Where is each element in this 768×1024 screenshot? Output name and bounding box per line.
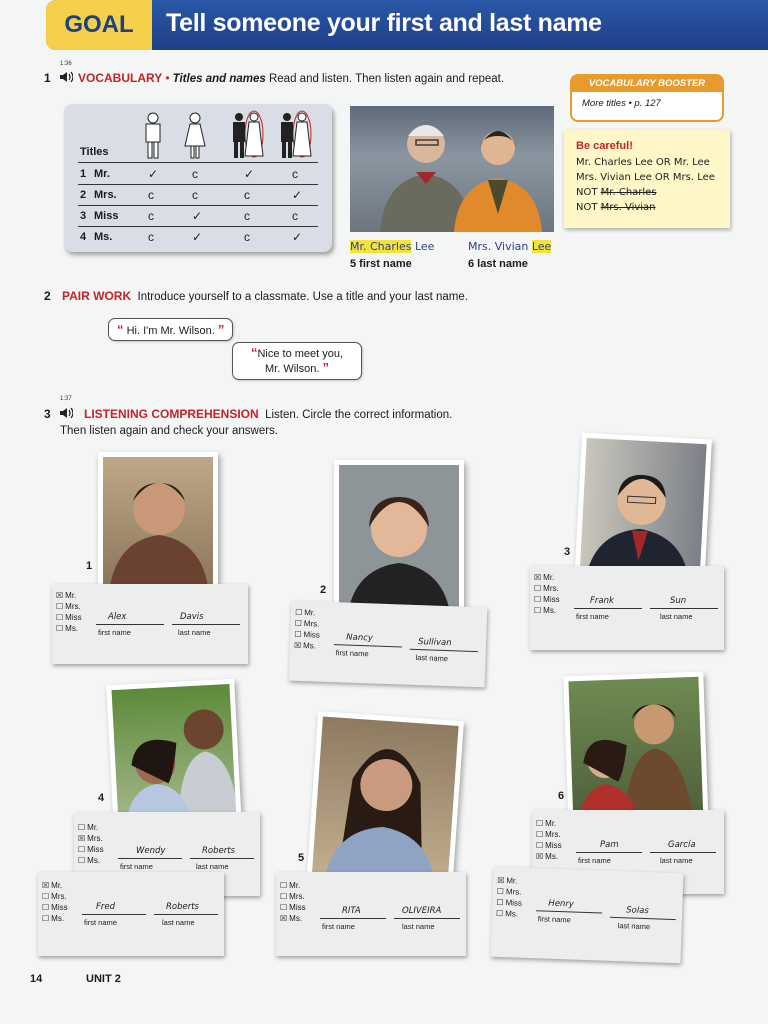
last-name: Lee (414, 240, 435, 253)
first-name-label: first name (84, 918, 117, 927)
first-name-label: first name (120, 862, 153, 871)
caption-last-name: 6 last name (468, 258, 528, 270)
last-name-value: Solas (626, 905, 649, 917)
speech-bubble (232, 342, 362, 380)
titles-table (64, 104, 332, 252)
checkbox-mrs[interactable] (42, 891, 68, 902)
note-not-line (576, 187, 657, 198)
option-label: Miss (289, 903, 306, 912)
checkbox-mrs[interactable] (536, 829, 562, 840)
first-name-value: RITA (342, 906, 361, 916)
option-label: Mrs. (65, 602, 81, 611)
checkbox-mark: ☐ (280, 903, 288, 912)
option-label: Ms. (289, 914, 303, 923)
checkbox-mr[interactable] (78, 822, 104, 833)
checkbox-mr[interactable] (295, 607, 321, 619)
instruction-text: Introduce yourself to a classmate. Use a title and your last name. (137, 291, 468, 303)
name-card (38, 872, 224, 956)
checkbox-mark: ☒ (293, 640, 302, 650)
option-label: Miss (545, 841, 562, 850)
first-name-highlight: Mr. Charles (350, 240, 412, 253)
option-label: Mrs. (303, 619, 320, 629)
option-label: Miss (303, 630, 321, 640)
bubble-text: Hi. I'm Mr. Wilson. (126, 325, 215, 337)
note-not-line (576, 202, 656, 213)
checkbox[interactable]: ᴄ (292, 209, 298, 223)
checkbox-mark: ☐ (536, 841, 544, 850)
option-label: Mr. (289, 881, 301, 890)
checkbox-miss[interactable] (294, 629, 320, 641)
checkbox[interactable]: ᴄ (244, 188, 250, 202)
option-label: Mr. (543, 573, 555, 582)
first-name-value: Nancy (346, 632, 374, 644)
note-line: Mrs. Vivian Lee OR Mrs. Lee (576, 172, 715, 183)
section-number: 1 (44, 71, 51, 85)
couple-photo (350, 106, 554, 232)
last-name-label: last name (660, 612, 693, 621)
option-label: Mrs. (505, 887, 522, 897)
checkbox-mark: ☐ (294, 607, 303, 617)
option-label: Ms. (505, 909, 519, 919)
underline (320, 918, 386, 919)
unit-label: UNIT 2 (86, 973, 121, 985)
not-word: NOT (576, 202, 598, 213)
row-title: Mrs. (94, 189, 117, 201)
checkbox-miss[interactable] (496, 897, 522, 909)
checkbox-mark: ☐ (495, 908, 504, 919)
first-name-value: Pam (600, 840, 619, 850)
table-header: Titles (80, 146, 109, 158)
option-label: Mr. (51, 881, 63, 890)
section-label: LISTENING COMPREHENSION (84, 407, 259, 421)
option-label: Miss (51, 903, 68, 912)
checkbox-mark: ☐ (42, 914, 50, 923)
checkbox[interactable]: ᴄ (148, 230, 154, 244)
checkbox-mrs[interactable] (497, 886, 523, 898)
option-label: Mr. (304, 608, 316, 618)
speech-bubble (108, 318, 233, 341)
item-number: 3 (564, 546, 571, 558)
option-label: Mrs. (51, 892, 67, 901)
struck-text: Mr. Charles (600, 187, 657, 198)
table-row (78, 206, 318, 227)
checkbox-mark: ☐ (280, 881, 288, 890)
option-label: Mr. (65, 591, 77, 600)
item-number: 5 (298, 852, 305, 864)
first-name-value: Wendy (136, 846, 166, 856)
option-label: Miss (505, 898, 523, 908)
checkbox-ms[interactable] (496, 908, 522, 920)
first-name-value: Henry (548, 898, 575, 910)
woman-name-label (468, 240, 551, 253)
option-label: Ms. (87, 856, 101, 865)
last-name-highlight: Lee (531, 240, 552, 253)
track-number: 1:36 (60, 61, 72, 67)
option-label: Mr. (506, 876, 518, 886)
audio-speaker-icon[interactable] (59, 407, 73, 419)
option-label: Ms. (51, 914, 65, 923)
table-row (78, 185, 318, 206)
underline (576, 852, 642, 853)
checkbox-mrs[interactable] (534, 583, 560, 594)
first-name: Mrs. Vivian (468, 240, 529, 253)
item-number: 4 (98, 792, 105, 804)
checkbox-mrs[interactable] (56, 601, 82, 612)
open-quote-icon: “ (250, 345, 258, 360)
divider (78, 162, 318, 163)
last-name-value: Sullivan (417, 637, 452, 649)
open-quote-icon: “ (117, 322, 124, 337)
first-name-label: first name (578, 856, 611, 865)
last-name-label: last name (660, 856, 693, 865)
caption-first-name: 5 first name (350, 258, 412, 270)
underline (190, 858, 254, 859)
checkbox[interactable]: ✓ (244, 167, 255, 181)
checkbox-mr[interactable] (497, 875, 523, 887)
checkbox-miss[interactable] (78, 844, 104, 855)
checkbox-mark: ☐ (294, 629, 302, 639)
first-name-label: first name (335, 648, 369, 659)
checkbox-mr[interactable] (42, 880, 68, 891)
name-card (52, 584, 248, 664)
checkbox-ms[interactable] (536, 851, 562, 862)
checkbox-miss[interactable] (536, 840, 562, 851)
married-couple-icon (230, 110, 264, 160)
booster-heading: VOCABULARY BOOSTER (572, 76, 722, 92)
checkbox[interactable]: ᴄ (244, 230, 250, 244)
section-subtitle: Titles and names (172, 73, 266, 85)
item-number: 2 (320, 584, 327, 596)
checkbox-mark: ☐ (496, 886, 505, 897)
row-number: 2 (80, 189, 87, 201)
underline (154, 914, 218, 915)
option-label: Miss (543, 595, 560, 604)
close-quote-icon: ” (217, 322, 225, 337)
checkbox-mark: ☐ (536, 819, 544, 828)
vocabulary-booster-box[interactable] (570, 74, 724, 122)
row-number: 4 (80, 231, 87, 243)
checkbox-mr[interactable] (534, 572, 560, 583)
underline (394, 918, 460, 919)
instruction-text: Then listen again and check your answers. (60, 425, 278, 437)
item-number: 1 (86, 560, 93, 572)
checkbox[interactable]: ᴄ (244, 209, 250, 223)
checkbox[interactable]: ✓ (192, 209, 203, 223)
checkbox-mark: ☐ (56, 602, 64, 611)
checkbox-mark: ☐ (280, 892, 288, 901)
row-title: Miss (94, 210, 119, 222)
close-quote-icon: ” (322, 360, 329, 375)
section-label: PAIR WORK (62, 289, 132, 303)
last-name-value: García (668, 840, 696, 850)
section-number: 3 (44, 407, 51, 421)
page-title: Tell someone your first and last name (166, 9, 602, 37)
checkbox-mark: ☐ (78, 823, 86, 832)
underline (574, 608, 642, 609)
checkbox-ms[interactable] (78, 855, 104, 866)
checkbox[interactable]: ᴄ (148, 209, 154, 223)
underline (82, 914, 146, 915)
checkbox-mark: ☒ (536, 852, 544, 861)
last-name-value: Roberts (166, 902, 199, 912)
option-label: Ms. (543, 606, 557, 615)
last-name-value: Roberts (202, 846, 235, 856)
row-title: Ms. (94, 231, 113, 243)
first-name-value: Frank (590, 596, 614, 606)
person-photo (98, 452, 218, 598)
checkbox-mark: ☐ (42, 903, 50, 912)
underline (410, 649, 478, 652)
checkbox[interactable]: ᴄ (148, 188, 154, 202)
checkbox-miss[interactable] (280, 902, 306, 913)
checkbox-ms[interactable] (534, 605, 560, 616)
checkbox-miss[interactable] (56, 612, 82, 623)
bubble-text: Nice to meet you, (257, 348, 344, 360)
checkbox-mark: ☐ (496, 897, 504, 908)
first-name-label: first name (322, 922, 355, 931)
checkbox-mark: ☒ (496, 875, 505, 886)
checkbox-mark: ☐ (56, 624, 64, 633)
checkbox-miss[interactable] (534, 594, 560, 605)
married-couple-icon-2 (278, 110, 312, 160)
page-number: 14 (30, 973, 43, 985)
underline (536, 910, 602, 913)
row-title: Mr. (94, 168, 110, 180)
underline (334, 644, 402, 647)
underline (610, 917, 676, 920)
checkbox-miss[interactable] (42, 902, 68, 913)
name-card (530, 566, 724, 650)
underline (650, 608, 718, 609)
last-name-label: last name (402, 922, 435, 931)
audio-speaker-icon[interactable] (59, 71, 73, 83)
woman-figure-icon (182, 112, 208, 160)
underline (96, 624, 164, 625)
checkbox-mark: ☒ (534, 573, 542, 582)
struck-text: Mrs. Vivian (600, 202, 656, 213)
person-photo (306, 711, 464, 897)
instruction-text: Listen. Circle the correct information. (265, 409, 453, 421)
underline (172, 624, 240, 625)
last-name-label: last name (196, 862, 229, 871)
option-label: Mr. (87, 823, 99, 832)
table-row (78, 227, 318, 248)
option-label: Ms. (545, 852, 559, 861)
checkbox-mrs[interactable] (280, 891, 306, 902)
last-name-label: last name (178, 628, 211, 637)
last-name-value: OLIVEIRA (402, 906, 442, 916)
option-label: Miss (65, 613, 82, 622)
checkbox-mark: ☐ (78, 856, 86, 865)
goal-tab: GOAL (46, 0, 152, 50)
first-name-label: first name (576, 612, 609, 621)
checkbox-mark: ☐ (534, 606, 542, 615)
checkbox-ms[interactable] (280, 913, 306, 924)
last-name-value: Sun (670, 596, 687, 606)
note-title: Be careful! (576, 140, 633, 152)
man-figure-icon (140, 112, 166, 160)
not-word: NOT (576, 187, 598, 198)
instruction-text: Read and listen. Then listen again and repeat. (268, 73, 505, 85)
first-name-label: first name (98, 628, 131, 637)
checkbox-mark: ☒ (78, 834, 86, 843)
section-label: VOCABULARY (78, 71, 163, 85)
booster-body: More titles • p. 127 (582, 98, 661, 109)
checkbox[interactable]: ✓ (292, 230, 303, 244)
be-careful-note (564, 130, 730, 228)
first-name-label: first name (537, 914, 571, 925)
checkbox-mark: ☒ (56, 591, 64, 600)
checkbox-mark: ☐ (534, 595, 542, 604)
option-label: Mrs. (545, 830, 561, 839)
checkbox-ms[interactable] (56, 623, 82, 634)
checkbox-mr[interactable] (56, 590, 82, 601)
last-name-value: Davis (180, 612, 204, 622)
checkbox-mark: ☒ (280, 914, 288, 923)
row-number: 1 (80, 168, 87, 180)
checkbox-mark: ☒ (42, 881, 50, 890)
section-number: 2 (44, 289, 51, 303)
underline (118, 858, 182, 859)
option-label: Miss (87, 845, 104, 854)
checkbox-mrs[interactable] (294, 618, 320, 630)
checkbox-mr[interactable] (280, 880, 306, 891)
option-label: Mrs. (543, 584, 559, 593)
checkbox-mark: ☐ (294, 618, 302, 628)
checkbox-mark: ☐ (534, 584, 542, 593)
last-name-label: last name (617, 921, 651, 932)
checkbox-mark: ☐ (56, 613, 64, 622)
person-photo (334, 460, 464, 624)
option-label: Mrs. (289, 892, 305, 901)
note-line: Mr. Charles Lee OR Mr. Lee (576, 157, 710, 168)
checkbox[interactable]: ᴄ (192, 188, 198, 202)
checkbox-mr[interactable] (536, 818, 562, 829)
last-name-label: last name (162, 918, 195, 927)
bullet: • (165, 73, 170, 85)
option-label: Mrs. (87, 834, 103, 843)
last-name-label: last name (415, 652, 449, 664)
first-name-value: Alex (108, 612, 127, 622)
option-label: Ms. (302, 641, 317, 651)
checkbox[interactable]: ✓ (292, 188, 303, 202)
option-label: Ms. (65, 624, 79, 633)
checkbox[interactable]: ᴄ (292, 167, 298, 181)
checkbox-ms[interactable] (42, 913, 68, 924)
checkbox-mark: ☐ (42, 892, 50, 901)
checkbox-mark: ☐ (536, 830, 544, 839)
checkbox-mark: ☐ (78, 845, 86, 854)
name-card (276, 872, 466, 956)
checkbox-ms[interactable] (294, 640, 320, 652)
option-label: Mr. (545, 819, 557, 828)
checkbox-mrs[interactable] (78, 833, 104, 844)
checkbox[interactable]: ✓ (192, 230, 203, 244)
item-number: 6 (558, 790, 565, 802)
checkbox[interactable]: ✓ (148, 167, 159, 181)
man-name-label (350, 240, 434, 253)
name-card (490, 867, 683, 964)
person-photo (106, 679, 241, 831)
checkbox[interactable]: ᴄ (192, 167, 198, 181)
table-row (78, 164, 318, 185)
bubble-text: Mr. Wilson. (265, 363, 320, 375)
underline (650, 852, 716, 853)
track-number: 1:37 (60, 396, 72, 402)
first-name-value: Fred (96, 902, 116, 912)
name-card (289, 601, 488, 688)
row-number: 3 (80, 210, 87, 222)
